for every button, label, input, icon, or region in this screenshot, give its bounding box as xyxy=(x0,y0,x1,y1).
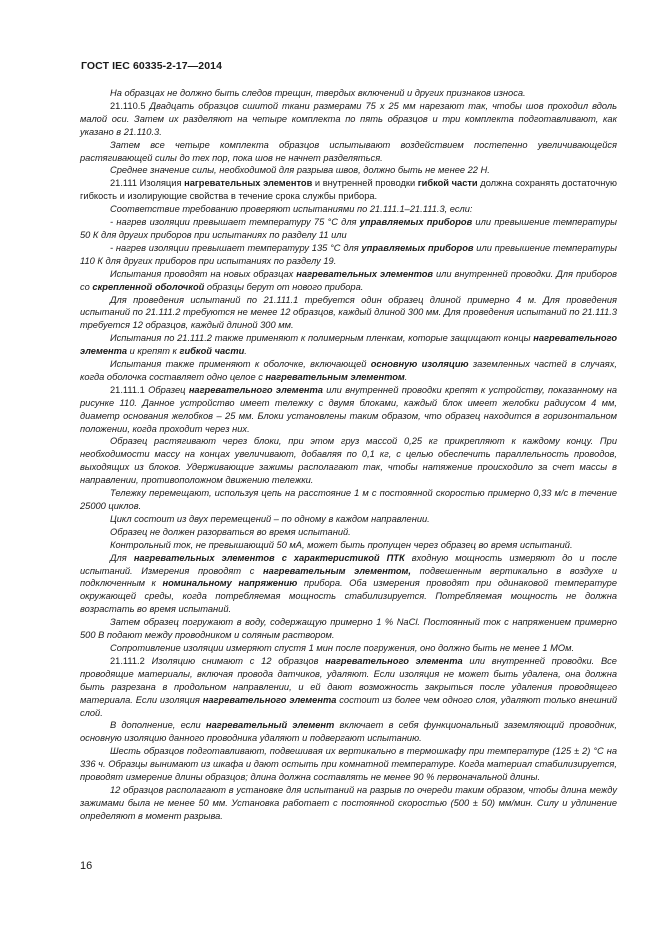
text-run: . xyxy=(244,346,247,357)
text-run: скрепленной оболочкой xyxy=(92,281,205,292)
paragraph xyxy=(80,435,617,487)
text-run: нагревательных элементов с характеристикой ПТК xyxy=(133,552,405,563)
paragraph xyxy=(80,216,617,242)
text-run: 21.111 Изоляция xyxy=(110,178,185,189)
text-run: Затем образец погружают в воду, содержащую примерно 1 % NaCl. Постоянный ток с напряжением примерно 500 В подают между проводником и соляным раствором. xyxy=(80,617,617,641)
text-run: Испытания проводят на новых образцах xyxy=(110,268,297,279)
text-run: должна сохранять достаточную гибкость и изолирующие свойства в течение срока службы прибора. xyxy=(80,178,617,202)
text-run: 21.110.5 xyxy=(110,100,150,111)
paragraph xyxy=(80,87,617,100)
text-run: включает в себя функциональный заземляющий проводник, основную изоляцию данного проводника удаляют и подвергают испытанию. xyxy=(80,720,617,744)
text-run: или превышение температуры 110 К для других приборов при испытаниях по разделу 19. xyxy=(80,242,617,266)
text-run: Среднее значение силы, необходимой для разрыва швов, должно быть не менее 22 Н. xyxy=(110,165,490,176)
text-run: Контрольный ток, не превышающий 50 мА, может быть пропущен через образец во время испытаний. xyxy=(110,539,573,550)
text-run: состоит из более чем одного слоя, удаляют только внешний слой. xyxy=(80,694,618,718)
standard-header: ГОСТ IEC 60335-2-17—2014 xyxy=(81,60,223,72)
paragraph xyxy=(80,513,617,526)
text-run: или внутренней проводки. Все проводящие материалы, включая провода датчиков, удаляют. Если изоляция не может быть удалена, она должна быть разрезана в продольном направлении, и ей дают возможность закрыться после удаления проводящего материала. Если изоляция xyxy=(80,655,617,705)
text-run: Для проведения испытаний по 21.111.1 требуется один образец длиной примерно 4 м. Для проведения испытаний по 21.111.2 требуются не менее 12 образцов, каждый длиной 300 мм. Для проведения испытаний по 21.111.3 требуется 12 образцов, каждый длиной 300 мм. xyxy=(80,294,617,331)
text-run: нагревательный элемент xyxy=(205,720,335,731)
paragraph xyxy=(80,526,617,539)
text-run: заземленных частей в случаях, когда оболочка составляет одно целое с xyxy=(80,359,617,382)
text-run: входную мощность измеряют до и после испытаний. Измерения проводят с xyxy=(80,552,618,576)
text-run: Тележку перемещают, используя цепь на расстояние 1 м с постоянной скоростью примерно 0,33 м/с в течение 25000 циклов. xyxy=(80,488,617,511)
text-run: нагревательным элементом xyxy=(265,371,405,382)
text-run: или превышение температуры 50 К для других приборов при испытаниях по разделу 11 или xyxy=(80,217,617,240)
text-run: управляемых приборов xyxy=(359,217,473,228)
text-run: Образец не должен разорваться во время испытаний. xyxy=(110,526,351,537)
page-number: 16 xyxy=(80,860,93,872)
paragraph xyxy=(80,294,617,333)
paragraph xyxy=(80,745,617,784)
text-run: нагревательных элементов xyxy=(184,178,313,189)
paragraph xyxy=(80,139,617,165)
text-run: Образец xyxy=(148,384,189,395)
text-run: Цикл состоит из двух перемещений – по одному в каждом направлении. xyxy=(110,513,430,524)
text-run: или внутренней проводки. Для приборов со xyxy=(80,268,617,292)
text-run: В дополнение, если xyxy=(110,720,206,731)
text-run: и крепят к xyxy=(127,346,180,357)
paragraph xyxy=(80,655,617,720)
text-run: нагревательным элементом, xyxy=(263,565,412,576)
text-run: прибора. Оба измерения проводят при одинаковой температуре окружающей среды, когда потребляемая мощность стабилизируется. Потребляемая мощность не должна возрастать во время испытаний. xyxy=(80,578,617,615)
text-run: нагревательного элемента xyxy=(325,655,463,666)
text-run: нагревательных элементов xyxy=(296,268,434,279)
paragraph xyxy=(80,242,617,268)
text-run: 21.111.2 xyxy=(110,655,152,666)
text-run: Затем все четыре комплекта образцов испытывают воздействием постепенно увеличивающейся растягивающей силы до тех пор, пока шов не начнет разделяться. xyxy=(80,139,617,163)
text-run: номинальному напряжению xyxy=(162,578,298,589)
text-run: Изоляцию снимают с 12 образцов xyxy=(151,655,326,666)
text-run: На образцах не должно быть следов трещин, твердых включений и других признаков износа. xyxy=(110,88,526,98)
paragraph xyxy=(80,164,617,177)
paragraph xyxy=(80,358,617,384)
text-run: нагревательного элемента xyxy=(80,333,617,357)
text-run: управляемых приборов xyxy=(361,242,474,253)
text-run: - нагрев изоляции превышает температуру 75 °С для xyxy=(110,217,360,228)
text-run: Испытания по 21.111.2 также применяют к полимерным пленкам, которые защищают концы xyxy=(110,333,534,344)
text-run: Соответствие требованию проверяют испытаниями по 21.111.1–21.111.3, если: xyxy=(110,204,473,215)
text-run: Шесть образцов подготавливают, подвешивая их вертикально в термошкафу при температуре (125 ± 2) °С на 336 ч. Образцы вынимают из шкафа и дают остыть при комнатной температуре. Когда материал стабилизируется, проводят измерение длины образцов; длина должна составлять не менее 90 % первоначальной длины. xyxy=(80,746,617,783)
text-run: основную изоляцию xyxy=(370,359,469,370)
text-run: Двадцать образцов сшитой ткани размерами 75 х 25 мм нарезают так, чтобы шов проходил вдоль малой оси. Затем их разделяют на четыре комплекта по пять образцов и три комплекта подготавливают, как указано в 21.110.3. xyxy=(80,100,617,137)
paragraph xyxy=(80,268,617,294)
paragraph xyxy=(80,332,617,358)
text-run: Образец растягивают через блоки, при этом груз массой 0,25 кг прикрепляют к каждому концу. При необходимости массу на концах увеличивают, добавляя по 0,1 кг, с целью обеспечить параллельность проводов, выходящих из блоков. Удерживающие зажимы располагают так, чтобы натяжение происходило за счет массы в направлении, противоположном движению тележки. xyxy=(80,436,617,486)
paragraph xyxy=(80,177,617,203)
paragraph xyxy=(80,719,617,745)
paragraph xyxy=(80,487,617,513)
paragraph xyxy=(80,784,617,823)
text-run: образцы берут от нового прибора. xyxy=(204,281,364,292)
text-run: нагревательного элемента xyxy=(188,384,323,395)
text-run: нагревательного элемента xyxy=(202,694,337,705)
text-run: Сопротивление изоляции измеряют спустя 1 мин после погружения, оно должно быть не менее 1 МОм. xyxy=(110,642,575,653)
text-run: - нагрев изоляции превышает температуру 135 °С для xyxy=(110,242,362,253)
text-run: Испытания также применяют к оболочке, включающей xyxy=(110,359,371,370)
text-run: Для xyxy=(110,552,134,563)
paragraph xyxy=(80,100,617,139)
text-run: 21.111.1 xyxy=(110,384,149,395)
paragraph xyxy=(80,552,617,617)
text-run: . xyxy=(404,371,408,382)
text-run: гибкой части xyxy=(417,178,478,189)
paragraph xyxy=(80,616,617,642)
text-run: или внутренней проводки крепят к устройству, показанному на рисунке 110. Данное устройство имеет тележку с двумя блоками, каждый блок имеет желобки радиусом 4 мм, диаметр основания желобков – 25 мм. Блоки установлены таким образом, что образец находится в горизонтальном положении, когда проходит через них. xyxy=(80,384,617,434)
text-run: 12 образцов располагают в установке для испытаний на разрыв по очереди таким образом, чтобы длина между зажимами была не менее 50 мм. Установка работает с постоянной скоростью (500 ± 50) мм/мин. Силу и удлинение определяют в момент разрыва. xyxy=(80,784,617,821)
paragraph xyxy=(80,203,617,216)
paragraph xyxy=(80,539,617,552)
paragraph xyxy=(80,384,617,436)
paragraph xyxy=(80,642,617,655)
text-run: гибкой части xyxy=(179,346,245,357)
text-run: и внутренней проводки xyxy=(312,178,418,189)
document-body xyxy=(80,87,617,823)
text-run: подвешенным вертикально в воздухе и подключенным к xyxy=(80,565,617,589)
